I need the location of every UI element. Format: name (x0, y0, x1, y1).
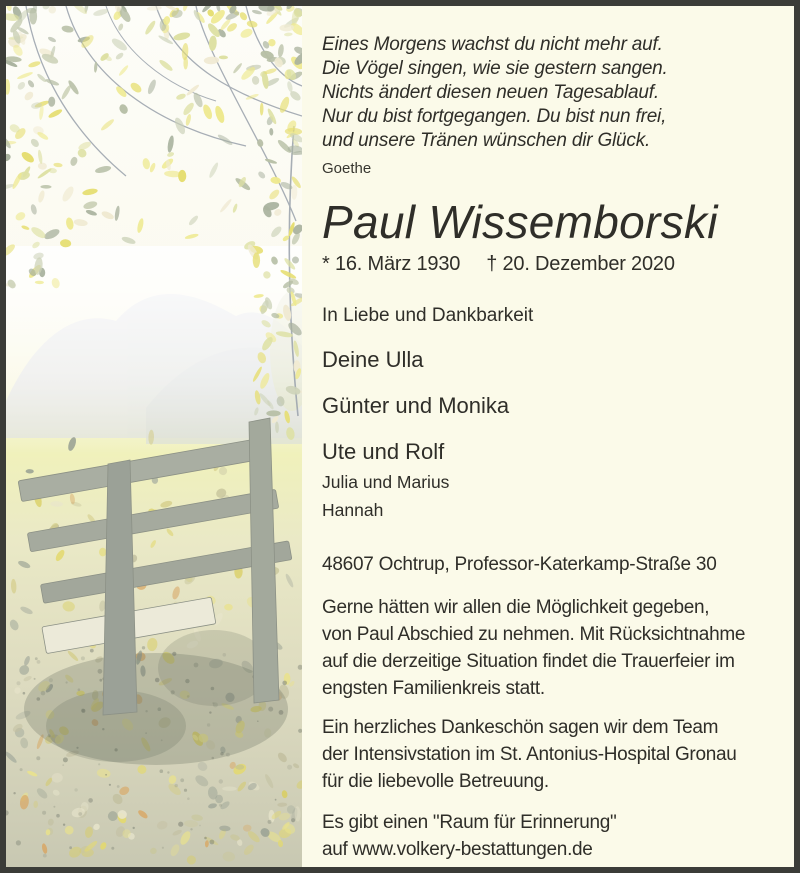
poem-line: und unsere Tränen wünschen dir Glück. (322, 130, 651, 151)
thanks-note-line: der Intensivstation im St. Antonius-Hospital Gronau (322, 744, 737, 765)
thanks-note (322, 714, 766, 795)
death-date: † 20. Dezember 2020 (486, 253, 675, 275)
funeral-note-line: von Paul Abschied zu nehmen. Mit Rücksichtnahme (322, 624, 746, 645)
thanks-note-line: für die liebevolle Betreuung. (322, 771, 549, 792)
deceased-name: Paul Wissemborski (322, 196, 718, 248)
memorial-photo (6, 6, 302, 867)
poem (322, 33, 766, 153)
mourner-name: Hannah (322, 500, 384, 520)
address-line: 48607 Ochtrup, Professor-Katerkamp-Straße 30 (322, 554, 717, 575)
mourner-name: Julia und Marius (322, 472, 450, 492)
memory-room-website-line: auf www.volkery-bestattungen.de (322, 839, 593, 860)
memorial-photo-illustration (6, 6, 302, 867)
mourner-name: Deine Ulla (322, 347, 424, 372)
life-dates (322, 252, 766, 276)
mourner-name: Ute und Rolf (322, 439, 445, 464)
poem-line: Nur du bist fortgegangen. Du bist nun frei, (322, 106, 667, 127)
thanks-note-line: Ein herzliches Dankeschön sagen wir dem Team (322, 717, 719, 738)
notice-text (302, 6, 794, 867)
memory-room-line: Es gibt einen "Raum für Erinnerung" (322, 812, 617, 833)
closing-line: In Liebe und Dankbarkeit (322, 305, 534, 326)
funeral-note-line: engsten Familienkreis statt. (322, 678, 545, 699)
mourner-name: Günter und Monika (322, 393, 510, 418)
birth-date: * 16. März 1930 (322, 253, 461, 275)
funeral-note-line: Gerne hätten wir allen die Möglichkeit gegeben, (322, 597, 710, 618)
poem-line: Nichts ändert diesen neuen Tagesablauf. (322, 82, 659, 103)
funeral-note (322, 594, 766, 702)
memory-room-note (322, 809, 766, 863)
funeral-note-line: auf die derzeitige Situation findet die Trauerfeier im (322, 651, 735, 672)
poem-line: Eines Morgens wachst du nicht mehr auf. (322, 34, 663, 55)
poem-attribution: Goethe (322, 160, 372, 177)
poem-line: Die Vögel singen, wie sie gestern sangen. (322, 58, 668, 79)
